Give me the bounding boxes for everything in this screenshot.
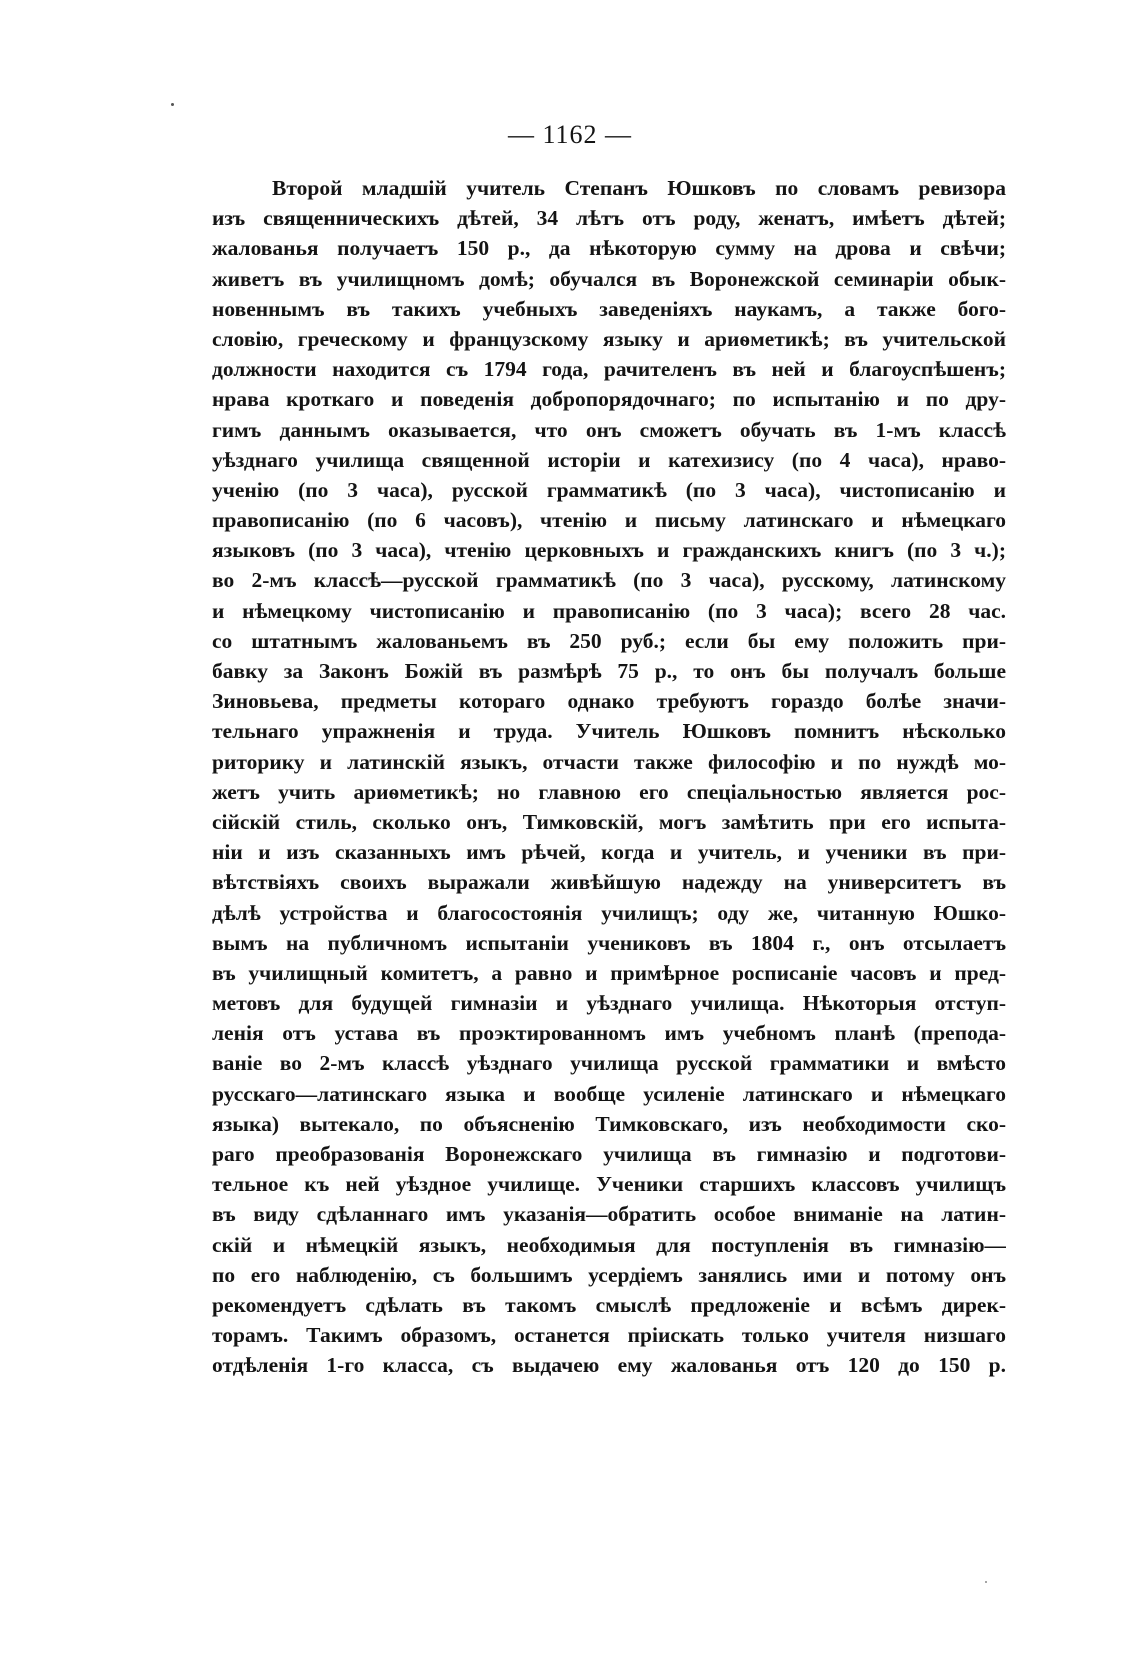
text-line: тельное къ ней уѣздное училище. Ученики старшихъ классовъ училищъ	[212, 1172, 1006, 1197]
text-line: тельнаго упражненія и труда. Учитель Юшковъ помнитъ нѣсколько	[212, 719, 1006, 744]
text-line: нрава кроткаго и поведенія добропорядочнаго; по испытанію и по дру-	[212, 387, 1006, 412]
text-line: и нѣмецкому чистописанію и правописанію (по 3 часа); всего 28 час.	[212, 598, 1006, 623]
text-line: во 2-мъ классѣ—русской грамматикѣ (по 3 часа), русскому, латинскому	[212, 568, 1006, 593]
text-line: вѣтствіяхъ своихъ выражали живѣйшую надежду на университетъ въ	[212, 870, 1006, 895]
text-line: жетъ учить ариѳметикѣ; но главною его спеціальностью является рос-	[212, 779, 1006, 804]
text-line: языковъ (по 3 часа), чтенію церковныхъ и гражданскихъ книгъ (по 3 ч.);	[212, 538, 1006, 563]
text-line: русскаго—латинскаго языка и вообще усиленіе латинскаго и нѣмецкаго	[212, 1081, 1006, 1106]
text-line: въ виду сдѣланнаго имъ указанія—обратить особое вниманіе на латин-	[212, 1202, 1006, 1227]
text-line: новеннымъ въ такихъ учебныхъ заведеніяхъ наукамъ, а также бого-	[212, 296, 1006, 321]
text-line: гимъ даннымъ оказывается, что онъ сможетъ обучать въ 1-мъ классѣ	[212, 417, 1006, 442]
text-line: ваніе во 2-мъ классѣ уѣзднаго училища русской грамматики и вмѣсто	[212, 1051, 1006, 1076]
text-line: языка) вытекало, по объясненію Тимковскаго, изъ необходимости ско-	[212, 1111, 1006, 1136]
page-number: — 1162 —	[507, 120, 633, 149]
text-line: ученію (по 3 часа), русской грамматикѣ (по 3 часа), чистописанію и	[212, 477, 1006, 502]
text-line: со штатнымъ жалованьемъ въ 250 руб.; если бы ему положить при-	[212, 628, 1006, 653]
text-line: дѣлѣ устройства и благосостоянія училищъ; оду же, читанную Юшко-	[212, 900, 1006, 925]
text-line: ніи и изъ сказанныхъ имъ рѣчей, когда и учитель, и ученики въ при-	[212, 840, 1006, 865]
text-line: словію, греческому и французскому языку и ариѳметикѣ; въ учительской	[212, 326, 1006, 351]
text-line: должности находится съ 1794 года, рачителенъ въ ней и благоуспѣшенъ;	[212, 357, 1006, 382]
scan-speck	[985, 1581, 987, 1583]
text-line: ленія отъ устава въ проэктированномъ имъ учебномъ планѣ (препода-	[212, 1021, 1006, 1046]
text-line: отдѣленія 1-го класса, съ выдачею ему жалованья отъ 120 до 150 р.	[212, 1353, 1006, 1378]
text-line: правописанію (по 6 часовъ), чтенію и письму латинскаго и нѣмецкаго	[212, 508, 1006, 533]
text-line: риторику и латинскій языкъ, отчасти также философію и по нуждѣ мо-	[212, 749, 1006, 774]
text-line: скій и нѣмецкій языкъ, необходимыя для поступленія въ гимназію—	[212, 1232, 1006, 1257]
text-line: раго преобразованія Воронежскаго училища въ гимназію и подготови-	[212, 1142, 1006, 1166]
text-line: живетъ въ училищномъ домѣ; обучался въ Воронежской семинаріи обык-	[212, 266, 1006, 291]
text-line: рекомендуетъ сдѣлать въ такомъ смыслѣ предложеніе и всѣмъ дирек-	[212, 1292, 1006, 1317]
text-line: торамъ. Такимъ образомъ, останется пріискать только учителя низшаго	[212, 1323, 1006, 1348]
text-line: бавку за Законъ Божій въ размѣрѣ 75 р., то онъ бы получалъ больше	[212, 659, 1006, 683]
text-line: метовъ для будущей гимназіи и уѣзднаго училища. Нѣкоторыя отступ-	[212, 991, 1006, 1016]
text-line: по его наблюденію, съ большимъ усердіемъ занялись ими и потому онъ	[212, 1262, 1006, 1287]
text-line: жалованья получаетъ 150 р., да нѣкоторую сумму на дрова и свѣчи;	[212, 236, 1006, 261]
text-line: изъ священническихъ дѣтей, 34 лѣтъ отъ роду, женатъ, имѣетъ дѣтей;	[212, 206, 1006, 231]
text-line: въ училищный комитетъ, а равно и примѣрное росписаніе часовъ и пред-	[212, 960, 1006, 985]
text-line: сійскій стиль, сколько онъ, Тимковскій, могъ замѣтить при его испыта-	[212, 809, 1006, 834]
text-line: Второй младшій учитель Степанъ Юшковъ по словамъ ревизора	[272, 176, 1006, 200]
body-text	[212, 173, 1006, 1381]
scan-speck	[171, 103, 174, 106]
text-line: Зиновьева, предметы котораго однако требуютъ гораздо болѣе значи-	[212, 689, 1006, 714]
text-line: вымъ на публичномъ испытаніи учениковъ въ 1804 г., онъ отсылаетъ	[212, 930, 1006, 955]
text-line: уѣзднаго училища священной исторіи и катехизису (по 4 часа), нраво-	[212, 447, 1006, 472]
